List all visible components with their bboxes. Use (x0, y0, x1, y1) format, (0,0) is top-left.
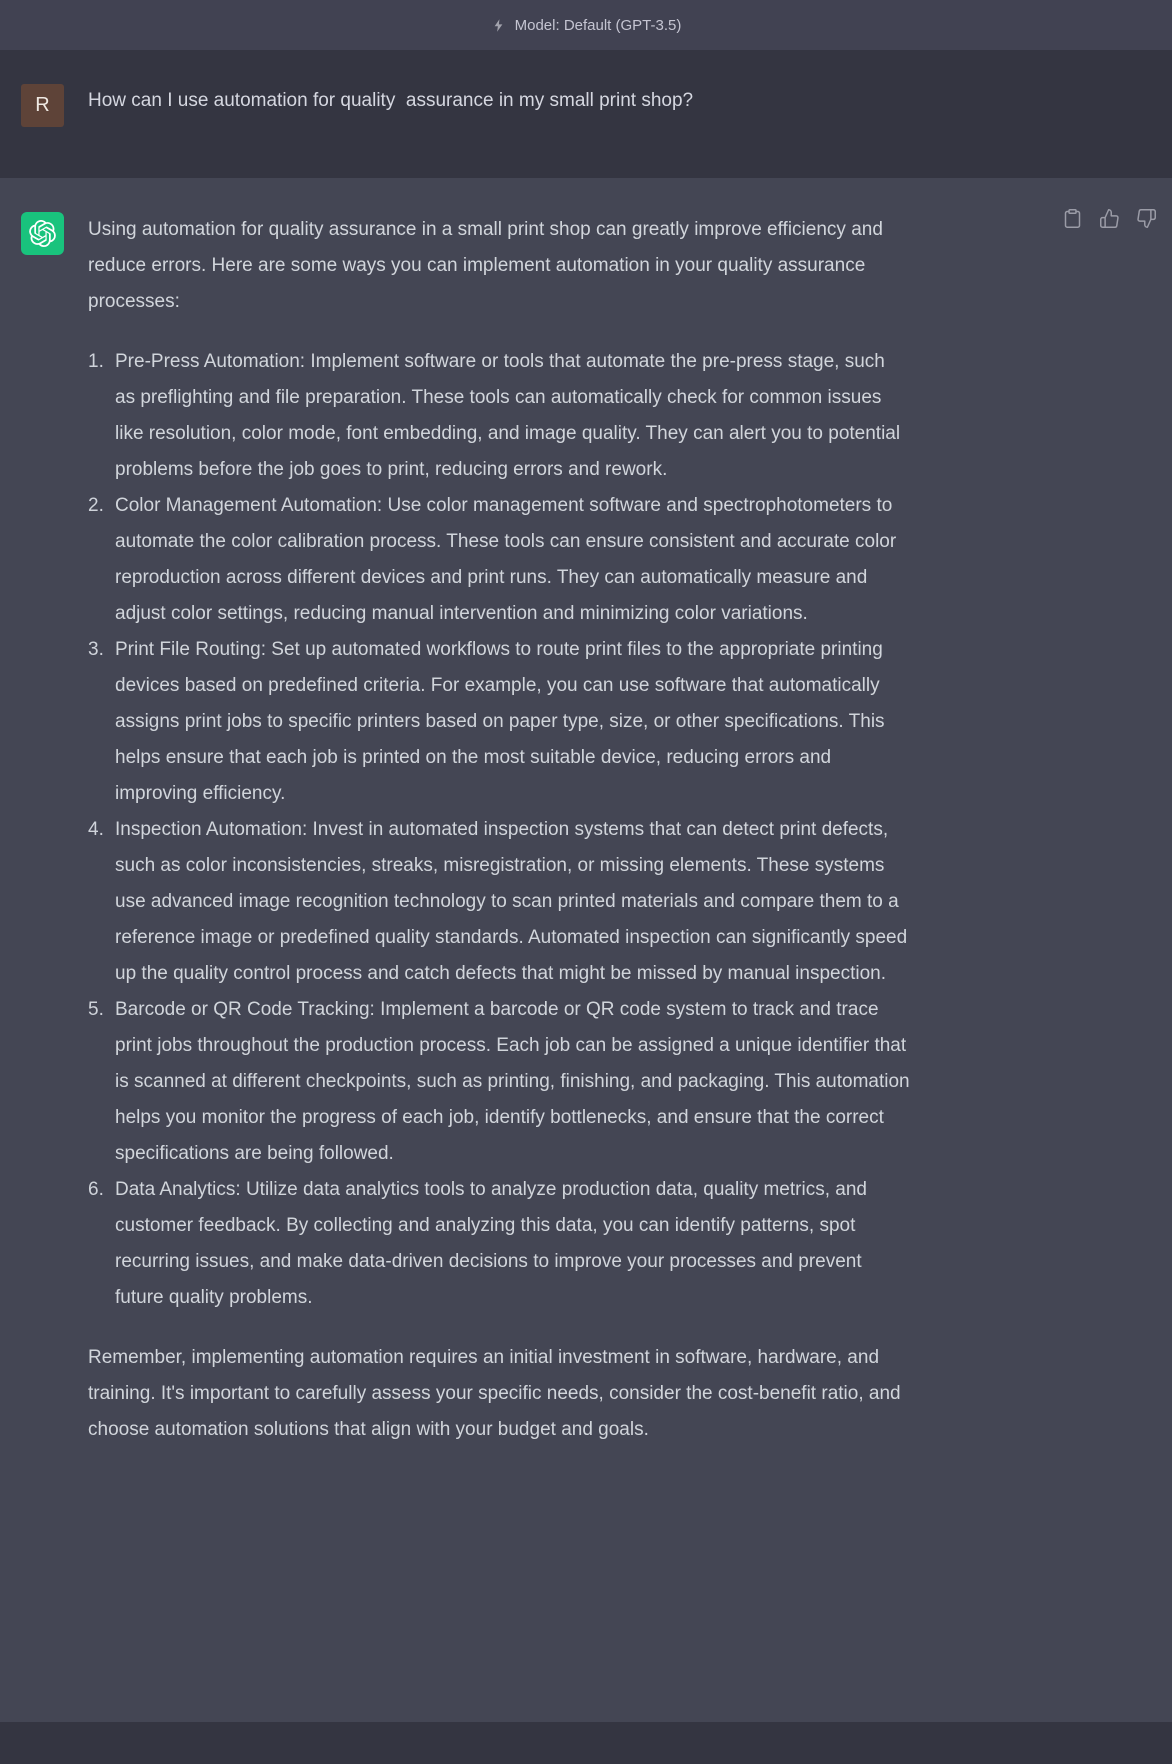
app-header (0, 0, 1172, 50)
thumbs-up-button[interactable] (1099, 208, 1120, 229)
user-avatar-initial: R (35, 94, 50, 116)
list-item-barcode-tracking: Barcode or QR Code Tracking: Implement a barcode or QR code system to track and trace print jobs throughout the production process. Each job can be assigned a unique identifier that is scanned at different checkpoints, such as printing, finishing, and packaging. This automation helps you monitor the progress of each job, identify bottlenecks, and ensure that the correct specifications are being followed. (115, 999, 910, 1164)
user-message-text: How can I use automation for quality assurance in my small print shop? (88, 90, 694, 111)
user-message-row (0, 50, 1172, 178)
copy-button[interactable] (1062, 208, 1083, 229)
clipboard-icon (1062, 208, 1083, 229)
list-item-pre-press: Pre-Press Automation: Implement software or tools that automate the pre-press stage, such as preflighting and file preparation. These tools can automatically check for common issues like resolution, color mode, font embedding, and image quality. They can alert you to potential problems before the job goes to print, reducing errors and rework. (115, 351, 901, 480)
model-label: Model: Default (GPT-3.5) (514, 16, 682, 34)
automation-list (88, 344, 910, 1316)
openai-logo-icon (29, 220, 56, 247)
thumbs-up-icon (1099, 208, 1120, 229)
response-closing: Remember, implementing automation requires an initial investment in software, hardware, and training. It's important to carefully assess your specific needs, consider the cost-benefit ratio, and choose automation solutions that align with your budget and goals. (88, 1347, 901, 1440)
response-intro: Using automation for quality assurance in a small print shop can greatly improve efficiency and reduce errors. Here are some ways you can implement automation in your quality assurance processes: (88, 219, 883, 312)
message-actions (1062, 208, 1157, 229)
list-item-print-file-routing: Print File Routing: Set up automated workflows to route print files to the appropriate printing devices based on predefined criteria. For example, you can use software that automatically assigns print jobs to specific printers based on paper type, size, or other specifications. This helps ensure that each job is printed on the most suitable device, reducing errors and improving efficiency. (115, 639, 885, 804)
list-item-color-management: Color Management Automation: Use color management software and spectrophotometers to automate the color calibration process. These tools can ensure consistent and accurate color reproduction across different devices and print runs. They can automatically measure and adjust color settings, reducing manual intervention and minimizing color variations. (115, 495, 897, 624)
assistant-message-row (0, 178, 1172, 1722)
thumbs-down-icon (1136, 208, 1157, 229)
list-item-data-analytics: Data Analytics: Utilize data analytics tools to analyze production data, quality metrics, and customer feedback. By collecting and analyzing this data, you can identify patterns, spot recurring issues, and make data-driven decisions to improve your processes and prevent future quality problems. (115, 1179, 867, 1308)
thumbs-down-button[interactable] (1136, 208, 1157, 229)
list-item-inspection: Inspection Automation: Invest in automated inspection systems that can detect print defects, such as color inconsistencies, streaks, misregistration, or missing elements. These systems use advanced image recognition technology to scan printed materials and compare them to a reference image or predefined quality standards. Automated inspection can significantly speed up the quality control process and catch defects that might be missed by manual inspection. (115, 819, 908, 984)
user-avatar (21, 84, 64, 127)
assistant-response (88, 212, 910, 1448)
lightning-bolt-icon (491, 18, 506, 33)
bottom-bar (0, 1722, 1172, 1764)
assistant-avatar (21, 212, 64, 255)
